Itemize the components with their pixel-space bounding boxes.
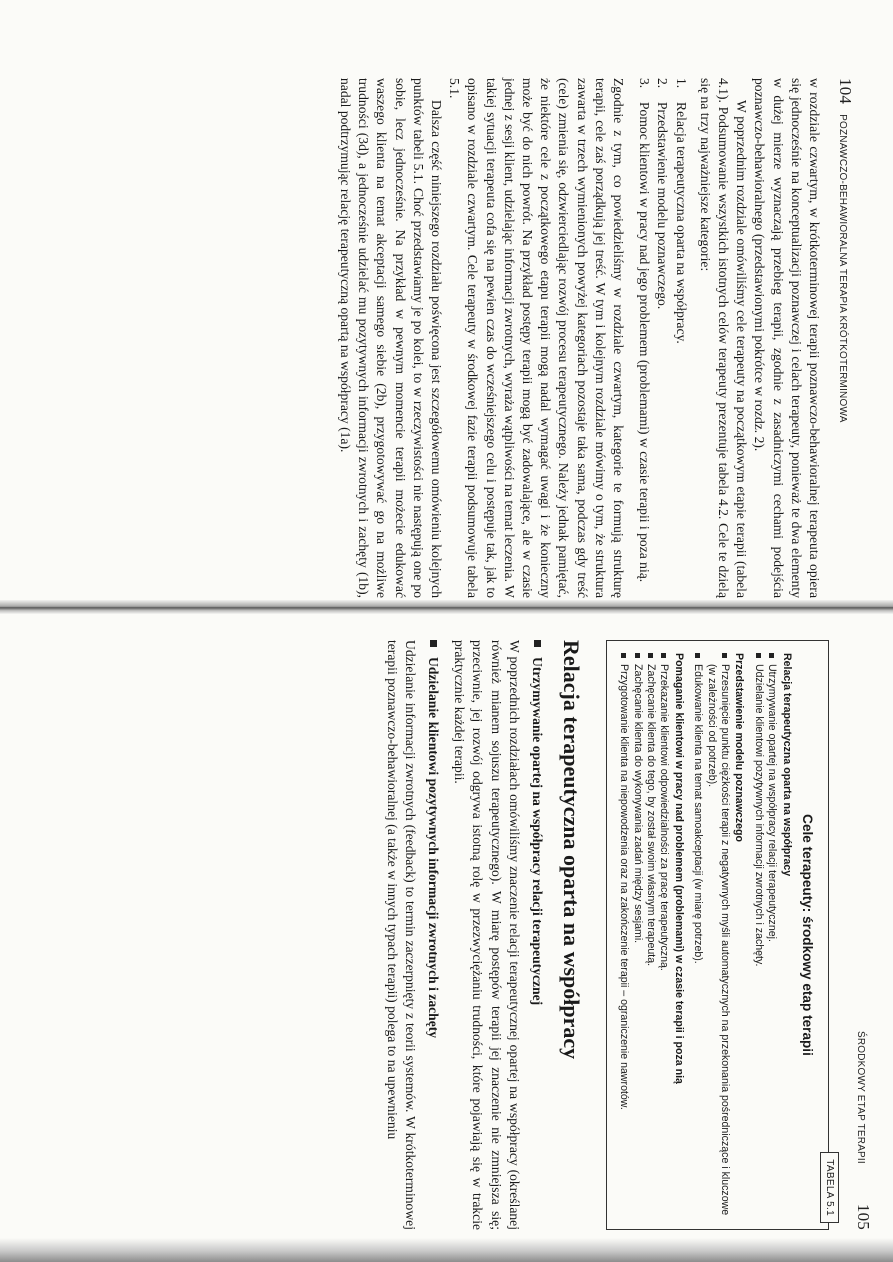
subsection-heading-2: Udzielanie klientowi pozytywnych informacji zwrotnych i zachęty [425,640,442,1230]
table-item: Przesunięcie punktu ciężkości terapii z negatywnych myśli automatycznych na przekonania pośredniczące i kluczowe (w zależności od potrzeb). [704,653,731,1217]
table-item: Przekazanie klientowi odpowiedzialności za pracę terapeutyczną. [657,653,670,1217]
list-item: 2. Przedstawienie modelu poznawczego. [655,78,671,310]
bullet-square-icon [695,653,700,658]
paragraph-intro: w rozdziale czwartym, w krótkoterminowej terapii poznawczo-behawioralnej terapeuta opiera się jednocześnie na konceptualizacji poznawczej i celach terapeuty, ponieważ te dwa elementy w dużej mierze wyznaczają przebieg terapii, zgodnie z zasadniczymi cechami podejścia poznawczo-behawioralnego (przedstawionymi pokrótce w rozdz. 2). [752,78,822,598]
table-section-heading: Przedstawienie modelu poznawczego [733,653,746,842]
bullet-square-icon [430,640,437,647]
paragraph-alliance: W poprzednich rozdziałach omówiliśmy znaczenie relacji terapeutycznej opartej na współpracy (określanej również mianem sojuszu terapeutycznego). W miarę postępów terapii jej znaczenie nie zmniejsza się; przeciwnie, jej rozwój odgrywa istotną rolę w przezwyciężaniu trudności, które pojawiają się w trakcie praktycznie każdej terapii. [452,640,522,1230]
table-item: Zachęcanie klienta do tego, by został swoim własnym terapeutą. [644,653,657,1217]
table-item: Przygotowanie klienta na niepowodzenia oraz na zakończenie terapii – ograniczenie nawrotów. [617,653,630,1217]
bullet-square-icon [648,653,653,658]
page-number-104: 104 [836,78,855,105]
bullet-square-icon [722,653,727,658]
running-head-title-right: ŚRODKOWY ETAP TERAPII [855,1030,866,1164]
paragraph-goals-summary: W poprzednim rozdziale omówiliśmy cele terapeuty na początkowym etapie terapii (tabela 4.1). Podsumowanie wszystkich istotnych celów terapeuty prezentuje tabela 4.2. Cele te dzielą się na trzy najważniejsze kategorie: [697,78,750,598]
table-item: Udzielanie klientowi pozytywnych informacji zwrotnych i zachęty. [751,653,764,1217]
table-5-1 [606,640,835,1230]
table-section-problems [617,653,685,1217]
book-gutter [0,600,893,614]
table-section-model [691,653,746,1217]
section-title: Relacja terapeutyczna oparta na współpracy [558,640,584,1060]
page-number-105: 105 [854,1203,873,1230]
bullet-square-icon [769,653,774,658]
table-item: Utrzymywanie opartej na współpracy relacji terapeutycznej. [765,653,778,1217]
table-item: Zachęcanie klienta do wykonywania zadań między sesjami. [630,653,643,1217]
list-item: 3. Pomoc klientowi w pracy nad jego problemem (problemami) w czasie terapii i poza nią. [637,78,653,583]
bullet-square-icon [635,653,640,658]
paragraph-feedback: Udzielanie informacji zwrotnych (feedback) to termin zaczerpnięty z teorii systemów. W krótkoterminowej terapii poznawczo-behawioralnej (a także w innych typach terapii) polega to na upewnieniu [384,640,418,1230]
running-head-title-left: POZNAWCZO-BEHAWIORALNA TERAPIA KRÓTKOTERMINOWA [837,114,848,423]
goal-categories-list [635,78,690,598]
table-item: Edukowanie klienta na temat samoakceptacji (w miarę potrzeb). [691,653,704,1217]
bullet-square-icon [661,653,666,658]
page-105 [53,640,873,1230]
paragraph-order: Dalsza część niniejszego rozdziału poświęcona jest szczegółowemu omówieniu kolejnych punktów tabeli 5.1. Choć przedstawiamy je po kolei, to w rzeczywistości nie następują one po sobie, lecz jednocześnie. Na przykład w pewnym momencie terapii możecie edukować waszego klienta na temat akceptacji samego siebie (2b), przygotowywać go na możliwe trudności (3d), a jednocześnie udzielać mu pozytywnych informacji zwrotnych i zachęty (1b), nadal podtrzymując relację terapeutyczną opartą na współpracy (1a). [337,78,444,598]
page-edge-shadow [0,1238,893,1262]
running-head-right [853,640,873,1230]
paragraph-structure: Zgodnie z tym, co powiedzieliśmy w rozdziale czwartym, kategorie te formują strukturę terapii, cele zaś porządkują jej treść. W tym i kolejnym rozdziale mówimy o tym, że struktura zawarta w trzech wymienionych powyżej kategoriach pozostaje taka sama, podczas gdy treść (cele) zmienia się, odzwierciedlając rozwój procesu terapeutycznego. Należy jednak pamiętać, że niektóre cele z początkowego etapu terapii mogą nadal wymagać uwagi i że konieczny może być do nich powrót. Na przykład postępy terapii mogą być zadowalające, ale w czasie jednej z sesji klient, udzielając informacji zwrotnych, wyraża wątpliwości na temat leczenia. W takiej sytuacji terapeuta cofa się na pewien czas do wcześniejszego celu i postępuje tak, jak to opisano w rozdziale czwartym. Cele terapeuty w środkowej fazie terapii podsumowuje tabela 5.1. [447,78,626,598]
table-section-relationship [751,653,792,1217]
subsection-heading-1: Utrzymywanie opartej na współpracy relacji terapeutycznej [529,640,546,1230]
table-title: Cele terapeuty: środkowy etap terapii [800,814,815,1056]
bullet-square-icon [534,640,541,647]
table-section-heading: Pomaganie klientowi w pracy nad problemem (problemami) w czasie terapii i poza nią [672,653,685,1084]
table-label: TABELA 5.1 [820,1152,839,1223]
bullet-square-icon [621,653,626,658]
page-104 [35,78,855,598]
bullet-square-icon [756,653,761,658]
running-head-left [835,78,855,598]
table-section-heading: Relacja terapeutyczna oparta na współpracy [780,653,793,877]
list-item: 1. Relacja terapeutyczna oparta na współpracy. [673,78,689,344]
